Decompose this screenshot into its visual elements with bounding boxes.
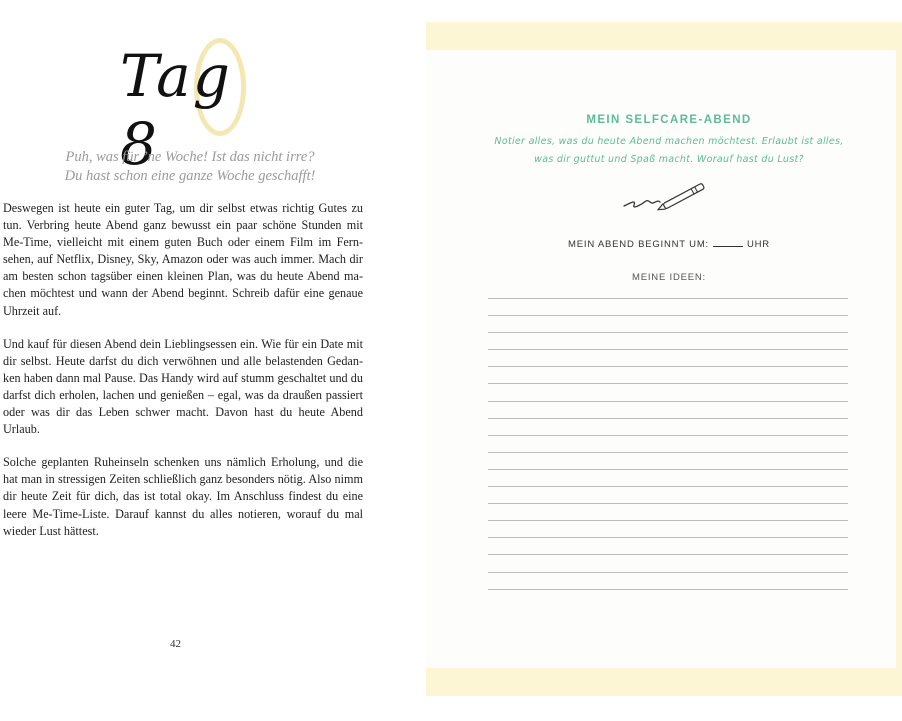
paragraph: Deswegen ist heute ein guter Tag, um dir selbst etwas richtig Gutes zu tun. Verbring heute Abend ganz bewusst ein paar schöne Stunden mit Me-Time, vielleicht mit einem guten Buch oder einem Film im Fernsehen, auf Netflix, Disney, Sky, Amazon oder was auch immer. Mach dir am besten schon tagsüber einen kleinen Plan, was du heute Abend machen möchtest und wann der Abend beginnt. Schreib dafür eine genaue Uhrzeit auf.: [3, 201, 363, 318]
writing-line: [488, 366, 848, 383]
subtitle-line: Puh, was für ’ne Woche! Ist das nicht irre?: [65, 149, 315, 165]
writing-line: [488, 452, 848, 469]
day-number: 8: [120, 110, 159, 178]
left-page: [0, 0, 420, 721]
writing-line: [488, 315, 848, 332]
body-text: [3, 200, 363, 556]
writing-line: [488, 554, 848, 571]
intro-line: Notier alles, was du heute Abend machen möchtest. Erlaubt ist alles,: [494, 136, 844, 147]
writing-line: [488, 469, 848, 486]
start-time-field: [426, 237, 902, 250]
worksheet-heading: MEIN SELFCARE-ABEND: [586, 114, 752, 126]
right-page: [426, 0, 902, 721]
time-blank: [713, 237, 743, 247]
writing-line: [488, 349, 848, 366]
start-time-label: MEIN ABEND BEGINNT UM:: [568, 239, 709, 250]
writing-lines: [488, 298, 848, 606]
writing-line: [488, 537, 848, 554]
writing-line: [488, 383, 848, 400]
day-subtitle: [30, 148, 350, 186]
writing-line: [488, 435, 848, 452]
writing-line: [488, 418, 848, 435]
day-word: Tag: [120, 42, 232, 110]
ideas-label: MEINE IDEEN:: [632, 272, 706, 283]
paragraph: Und kauf für diesen Abend dein Lieblingsessen ein. Wie für ein Date mit dir selbst. Heute darfst du dich verwöhnen und alle belastenden Gedanken haben dann mal Pause. Das Handy wird auf stumm geschaltet und du darfst dich erholen, lachen und genießen – egal, was da draußen passiert oder was dir das Leben schwer macht. Davon hast du heute Abend Urlaub.: [3, 336, 363, 437]
writing-line: [488, 520, 848, 537]
subtitle-line: Du hast schon eine ganze Woche geschafft!: [64, 168, 316, 184]
time-unit: UHR: [746, 239, 770, 250]
writing-line: [488, 401, 848, 418]
writing-line: [488, 503, 848, 520]
writing-line: [488, 589, 848, 606]
writing-line: [488, 298, 848, 315]
paragraph: Solche geplanten Ruheinseln schenken uns nämlich Erholung, und die hat man in stressigen Zeiten schließlich ganz besonders nötig. Also nimm dir heute Zeit für dich, das ist total okay. Im Anschluss findest du eine leere Me-Time-Liste. Darauf kannst du alles notieren, worauf du mal wieder Lust hättest.: [3, 455, 363, 538]
page-number: 42: [170, 638, 181, 650]
writing-line: [488, 572, 848, 589]
writing-line: [488, 486, 848, 503]
pen-icon: [622, 182, 712, 214]
worksheet-intro: [486, 133, 852, 169]
writing-line: [488, 332, 848, 349]
intro-line: was dir guttut und Spaß macht. Worauf hast du Lust?: [534, 154, 804, 165]
